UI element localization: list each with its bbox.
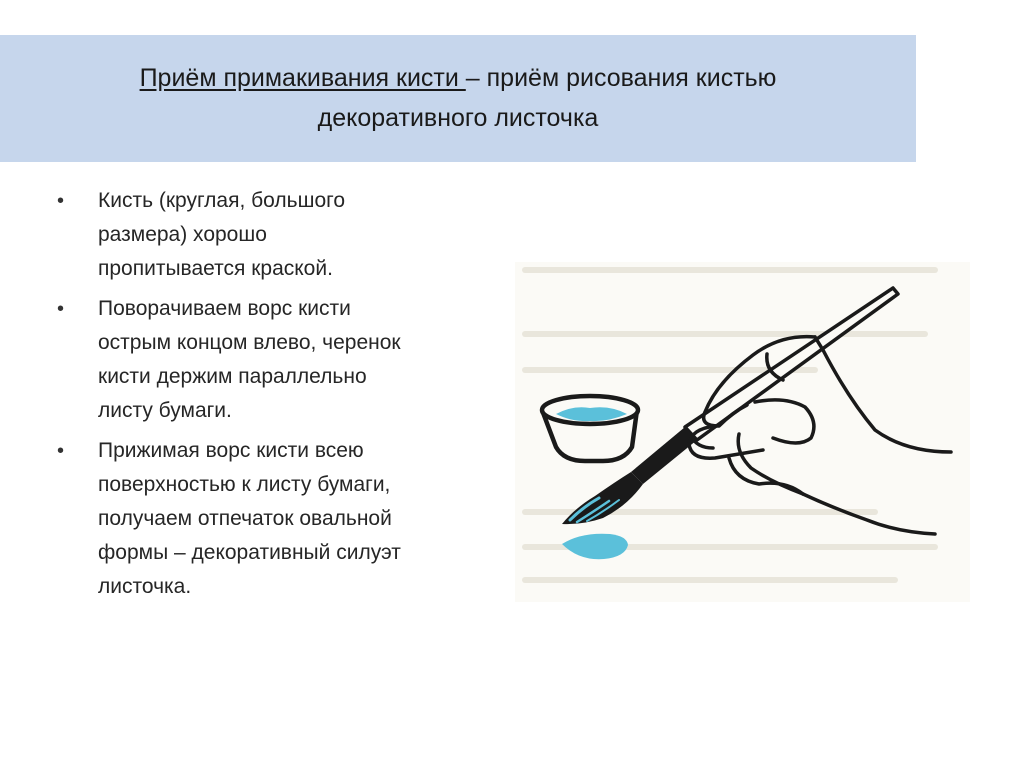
bullet-line: формы – декоративный силуэт: [98, 541, 401, 564]
bullet-item: [57, 434, 477, 604]
bullet-line: размера) хорошо: [98, 223, 267, 246]
hand-icon: [689, 337, 951, 534]
bullet-line: Кисть (круглая, большого: [98, 189, 345, 212]
bullet-dot-icon: •: [57, 298, 65, 320]
slide-title: [0, 58, 916, 138]
bullet-line: Прижимая ворс кисти всею: [98, 439, 364, 462]
paint-bowl-icon: [542, 396, 638, 461]
bullet-line: пропитывается краской.: [98, 257, 333, 280]
title-line-2: декоративного листочка: [317, 104, 599, 132]
bullet-dot-icon: •: [57, 190, 65, 212]
bullet-dot-icon: •: [57, 440, 65, 462]
bullet-line: острым концом влево, черенок: [98, 331, 401, 354]
bullet-item: [57, 292, 477, 428]
title-rest-part: – приём рисования кистью: [465, 64, 777, 92]
bullet-item: [57, 184, 477, 286]
brush-technique-illustration: [515, 262, 970, 602]
title-line-1: [0, 58, 916, 98]
bullet-line: листочка.: [98, 575, 192, 598]
bullet-line: получаем отпечаток овальной: [98, 507, 392, 530]
title-underlined-part: Приём примакивания кисти: [139, 64, 466, 92]
bullet-list: [57, 184, 477, 610]
bullet-line: кисти держим параллельно: [98, 365, 367, 388]
bullet-line: Поворачиваем ворс кисти: [98, 297, 351, 320]
bullet-line: листу бумаги.: [98, 399, 232, 422]
leaf-print-icon: [562, 534, 628, 559]
bullet-line: поверхностью к листу бумаги,: [98, 473, 391, 496]
